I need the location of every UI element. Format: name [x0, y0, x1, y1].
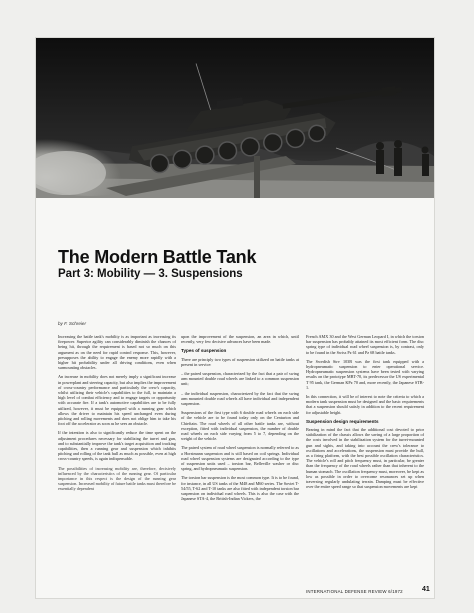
byline: by F. Schreier [58, 321, 86, 326]
paragraph: – the individual suspension, characterized by the fact that the swing arm mounted double road wheels all have individual and independent suspension. [181, 390, 299, 407]
paragraph: French AMX 30 and the West German Leopard I, in which the torsion bar suspension has probably attained its most efficient form. The disc spring type of individual road wheel suspension is, by contrast, only to be found in the Swiss Pz 61 and Pz 68 battle tanks. [306, 334, 424, 355]
footer-publication: INTERNATIONAL DEFENSE REVIEW 6/1972 [306, 589, 403, 594]
paragraph: Bearing in mind the fact that the additional cost devoted to prior stabilization of the chassis allows the saving of a large proportion of the costs involved in the stabilization system for the turret-mounted gun and sights, and taking into account the crew's tolerance to oscillations and accelerations, the suspension must provide the hull, as a firing platform, with the best possible oscillation characteristics. The vehicle's roll and pitch frequency must, in particular, be greater than the frequency of the road wheels rather than that inherent to the human stomach. The oscillation frequency must, moreover, be kept as low as possible in order to overcome resonances set up when traversing regularly undulating terrain. Damping must be effective over the entire speed range so that suspension movements are kept [306, 427, 424, 490]
paragraph: An increase in mobility does not merely imply a significant increase in powerplant and steering capacity, but also implies the improvement of cross-country performance and particularly the crew's capacity, whilst utilizing their vehicle's capabilities to the full, to maintain a high level of combat efficiency and to engage targets or opportunity with accurate fire. If a tank's automotive capabilities are to be fully utilized, however, it must be equipped with a running gear which allows the driver to maintain his speed unchanged even during pitching and rolling movements and does not oblige him to take his foot off the accelerator as soon as he sees an obstacle. [58, 374, 176, 427]
paragraph: Increasing the battle tank's mobility is as important as increasing its firepower. Superior agility can considerably diminish the chances of being hit, through the requirement is based not so much on this argument as on the need for rapid control response. This, however, presupposes the ability to engage the enemy more rapidly with a higher hit probability under all driving conditions, even when surmounting obstacles. [58, 334, 176, 371]
paragraph: The torsion bar suspension is the most common type. It is to be found, for instance, in all US tanks of the M48 and M60 series. The Soviet T-54/55, T-62 and T-10 tanks are also fitted with independent torsion bar suspension on individual road wheels. This is also the case with the Japanese STA-4, the British-Indian Vickers, the [181, 475, 299, 502]
paragraph: There are principly two types of suspension utilized on battle tanks at present in service: [181, 356, 299, 367]
section-heading: Types of suspension [181, 348, 227, 354]
section-heading: Suspension design requirements [306, 418, 379, 424]
paragraph: If the intention is also to significantly reduce the time spent on the adjustment procedures necessary for stabilizing the turret and gun, and to substantially improve the tank's target acquisition and tracking capabilities, then a running gear and suspension which inhibits pitching and rolling of the tank hull as much as possible, even at high cross-country speeds, is again indispensable. [58, 430, 176, 462]
column-1 [58, 334, 176, 496]
tank-photo-graphic [36, 38, 434, 198]
column-3 [306, 334, 424, 493]
article-title: The Modern Battle Tank [58, 247, 257, 267]
column-2 [181, 334, 299, 505]
magazine-page [36, 38, 434, 598]
paragraph: The paired system of road wheel suspension is normally referred to as a Horstmann suspension and is still based on coil springs. Individual road wheel suspension systems are designated according to the type of suspension units used – torsion bar, Belleville washer or disc spring, and hydropneumatic suspension. [181, 445, 299, 472]
paragraph: The possibilities of increasing mobility are, therefore, decisively influenced by the characteristics of the running gear. Of particular importance in this respect is the design of the running gear suspension. Increased mobility of future battle tanks must therefore be essentially dependent [58, 465, 176, 492]
paragraph: Suspensions of the first type with 6 double road wheels on each side of the vehicle are to be found today only on the Centurion and Chieftain. The road wheels of all other battle tanks are, without exception, fitted with individual suspension, the number of double road wheels on each side varying from 5 to 7, depending on the weight of the vehicle. [181, 410, 299, 442]
paragraph: In this connection, it will be of interest to note the criteria to which a modern tank suspension must be designed and the basic requirements that a suspension should satisfy in addition to the recent requirement for adjustable height. [306, 394, 424, 415]
page-number: 41 [422, 586, 430, 593]
paragraph: The Swedish Strv 103B was the first tank equipped with a hydropneumatic suspension to enter operational service. Hydropneumatic suspension systems have been tested with varying results on the prototype MBT-70, its predecessor the US experimental T 95 tank, the German KPz 70 and, more recently, the Japanese STB-1. [306, 358, 424, 390]
tank-photo [36, 38, 434, 198]
article-subtitle: Part 3: Mobility — 3. Suspensions [58, 268, 243, 280]
paragraph: upon the improvement of the suspension, an area in which, until recently, very few decisive advances have been made. [181, 334, 299, 345]
paragraph: – the paired suspension, characterized by the fact that a pair of swing arm mounted double road wheels are linked to a common suspension unit; [181, 371, 299, 387]
